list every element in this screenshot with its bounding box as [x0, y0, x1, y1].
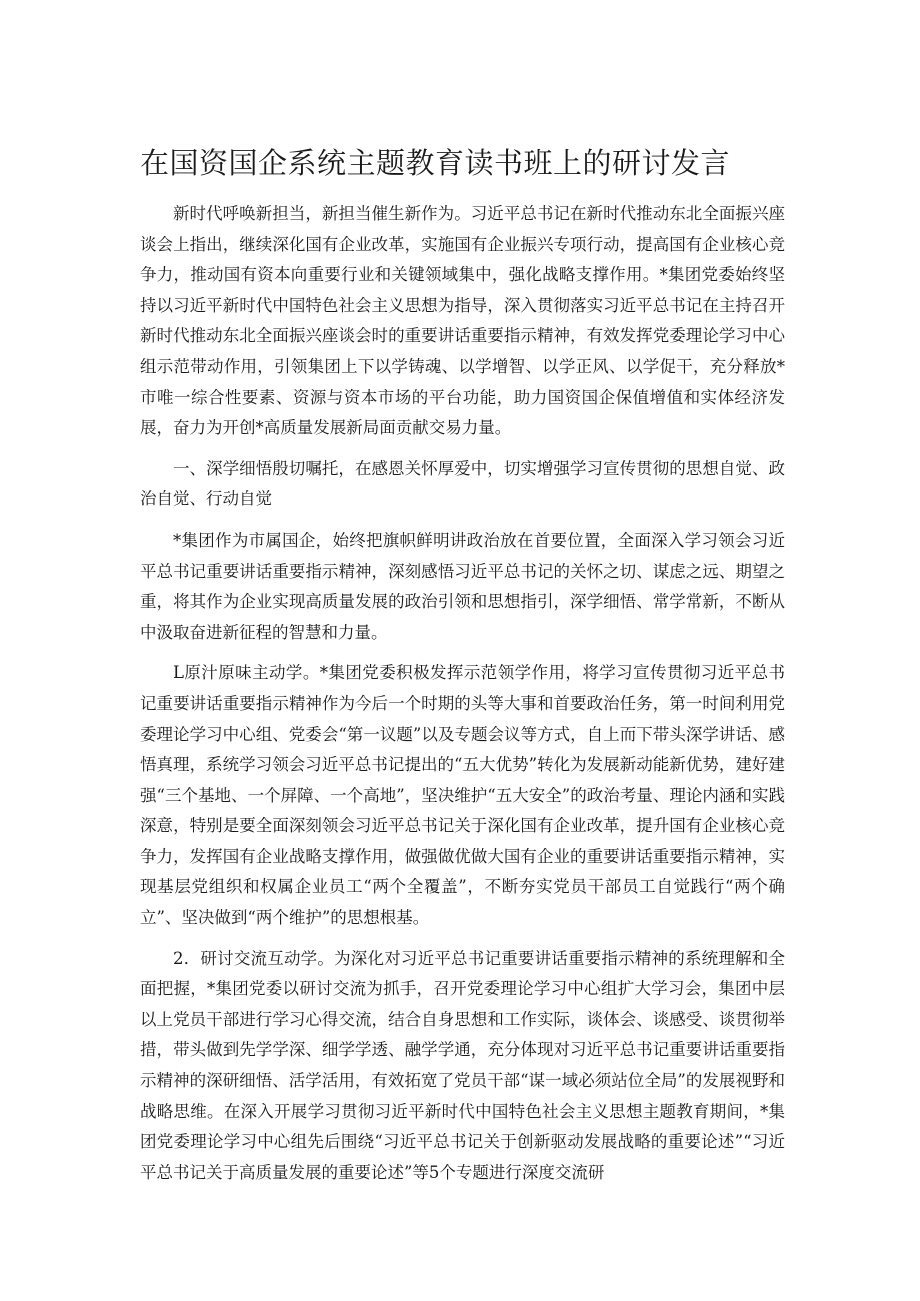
document-title: 在国资国企系统主题教育读书班上的研讨发言 [140, 146, 731, 180]
body-paragraph: *集团作为市属国企，始终把旗帜鲜明讲政治放在首要位置，全面深入学习领会习近平总书记重要讲话重要指示精神，深刻感悟习近平总书记的关怀之切、谋虑之远、期望之重，将其作为企业实现高质量发展的政治引领和思想指引，深学细悟、常学常新，不断从中汲取奋进新征程的智慧和力量。 [140, 530, 785, 642]
section-heading: 一、深学细悟殷切嘱托，在感恩关怀厚爱中，切实增强学习宣传贯彻的思想自觉、政治自觉、行动自觉 [140, 458, 785, 509]
body-paragraph: L原汁原味主动学。*集团党委积极发挥示范领学作用，将学习宣传贯彻习近平总书记重要讲话重要指示精神作为今后一个时期的头等大事和首要政治任务，第一时间利用党委理论学习中心组、党委会“第一议题”以及专题会议等方式，自上而下带头深学讲话、感悟真理，系统学习领会习近平总书记提出的“五大优势”转化为发展新动能新优势，建好建强“三个基地、一个屏障、一个高地”，坚决维护“五大安全”的政治考量、理论内涵和实践深意，特别是要全面深刻领会习近平总书记关于深化国有企业改革，提升国有企业核心竞争力，发挥国有企业战略支撑作用，做强做优做大国有企业的重要讲话重要指示精神，实现基层党组织和权属企业员工“两个全覆盖”，不断夯实党员干部员工自觉践行“两个确立”、坚决做到“两个维护”的思想根基。 [140, 663, 785, 928]
intro-paragraph: 新时代呼唤新担当，新担当催生新作为。习近平总书记在新时代推动东北全面振兴座谈会上指出，继续深化国有企业改革，实施国有企业振兴专项行动，提高国有企业核心竞争力，推动国有资本向重要行业和关键领域集中，强化战略支撑作用。*集团党委始终坚持以习近平新时代中国特色社会主义思想为指导，深入贯彻落实习近平总书记在主持召开新时代推动东北全面振兴座谈会时的重要讲话重要指示精神，有效发挥党委理论学习中心组示范带动作用，引领集团上下以学铸魂、以学增智、以学正风、以学促干，充分释放*市唯一综合性要素、资源与资本市场的平台功能，助力国资国企保值增值和实体经济发展，奋力为开创*高质量发展新局面贡献交易力量。 [140, 204, 785, 438]
body-paragraph: 2．研讨交流互动学。为深化对习近平总书记重要讲话重要指示精神的系统理解和全面把握，*集团党委以研讨交流为抓手，召开党委理论学习中心组扩大学习会，集团中层以上党员干部进行学习心得交流，结合自身思想和工作实际，谈体会、谈感受、谈贯彻举措，带头做到先学学深、细学学透、融学学通，充分体现对习近平总书记重要讲话重要指示精神的深研细悟、活学活用，有效拓宽了党员干部“谋一域必须站位全局”的发展视野和战略思维。在深入开展学习贯彻习近平新时代中国特色社会主义思想主题教育期间，*集团党委理论学习中心组先后围绕“习近平总书记关于创新驱动发展战略的重要论述”“习近平总书记关于高质量发展的重要论述”等5个专题进行深度交流研 [140, 948, 785, 1182]
